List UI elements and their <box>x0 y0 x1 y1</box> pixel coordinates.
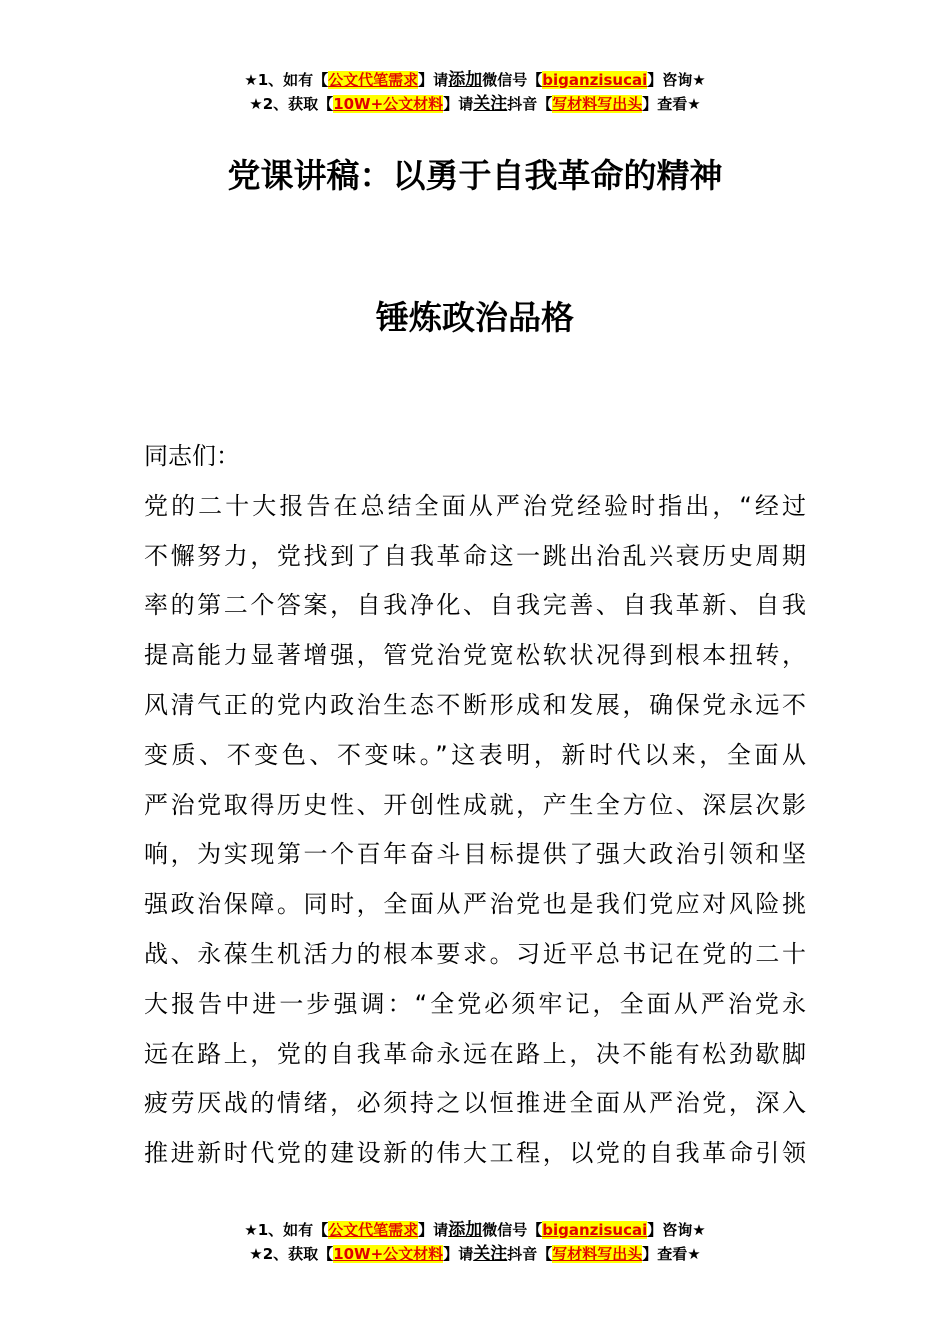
paragraph-line: 严治党取得历史性、开创性成就，产生全方位、深层次影 <box>144 790 806 819</box>
text: 】请 <box>418 1221 449 1239</box>
text: ★1、如有【 <box>244 1221 329 1239</box>
text: ★2、获取【 <box>249 1245 334 1263</box>
wechat-id: biganzisucai <box>542 1221 648 1239</box>
salutation: 同志们： <box>144 442 240 470</box>
text: ★1、如有【 <box>244 71 329 89</box>
highlight-text: 10W+公文材料 <box>333 95 444 113</box>
underlined-text: 添加 <box>448 70 483 90</box>
text: 抖音【 <box>507 95 553 113</box>
paragraph-line: 战、永葆生机活力的根本要求。习近平总书记在党的二十 <box>144 939 806 968</box>
wechat-id: biganzisucai <box>542 71 648 89</box>
highlight-text: 公文代笔需求 <box>328 71 419 89</box>
underlined-text: 关注 <box>473 94 508 114</box>
title-line-2: 锤炼政治品格 <box>376 298 574 337</box>
text: 】查看★ <box>642 1245 701 1263</box>
underlined-text: 关注 <box>473 1244 508 1264</box>
underlined-text: 添加 <box>448 1220 483 1240</box>
paragraph-line: 推进新时代党的建设新的伟大工程，以党的自我革命引领 <box>144 1139 806 1168</box>
douyin-id: 写材料写出头 <box>552 1245 643 1263</box>
highlight-text: 公文代笔需求 <box>328 1221 419 1239</box>
body-text <box>144 432 806 1179</box>
douyin-id: 写材料写出头 <box>552 95 643 113</box>
text: 】请 <box>443 1245 474 1263</box>
paragraph-line: 变质、不变色、不变味。”这表明，新时代以来，全面从 <box>144 740 806 769</box>
banner-line-2 <box>0 1242 950 1266</box>
title-line-1: 党课讲稿：以勇于自我革命的精神 <box>227 156 723 195</box>
header-banner <box>0 68 950 116</box>
paragraph-line: 疲劳厌战的情绪，必须持之以恒推进全面从严治党，深入 <box>144 1089 806 1118</box>
footer-banner <box>0 1218 950 1266</box>
text: 】咨询★ <box>647 71 706 89</box>
banner-line-2 <box>0 92 950 116</box>
paragraph-line: 风清气正的党内政治生态不断形成和发展，确保党永远不 <box>144 690 806 719</box>
banner-line-1 <box>0 1218 950 1242</box>
paragraph-line: 不懈努力，党找到了自我革命这一跳出治乱兴衰历史周期 <box>144 541 806 570</box>
text: 】请 <box>418 71 449 89</box>
paragraph-line: 率的第二个答案，自我净化、自我完善、自我革新、自我 <box>144 591 806 620</box>
paragraph-line: 强政治保障。同时，全面从严治党也是我们党应对风险挑 <box>144 890 806 919</box>
text: 微信号【 <box>482 71 543 89</box>
text: 】咨询★ <box>647 1221 706 1239</box>
text: 微信号【 <box>482 1221 543 1239</box>
paragraph-line: 响，为实现第一个百年奋斗目标提供了强大政治引领和坚 <box>144 840 806 869</box>
paragraph-line: 党的二十大报告在总结全面从严治党经验时指出，“经过 <box>144 491 806 520</box>
paragraph-line: 远在路上，党的自我革命永远在路上，决不能有松劲歇脚 <box>144 1039 806 1068</box>
text: ★2、获取【 <box>249 95 334 113</box>
paragraph-line: 大报告中进一步强调：“全党必须牢记，全面从严治党永 <box>144 989 806 1018</box>
text: 】查看★ <box>642 95 701 113</box>
text: 抖音【 <box>507 1245 553 1263</box>
text: 】请 <box>443 95 474 113</box>
paragraph-line: 提高能力显著增强，管党治党宽松软状况得到根本扭转， <box>144 641 806 670</box>
banner-line-1 <box>0 68 950 92</box>
highlight-text: 10W+公文材料 <box>333 1245 444 1263</box>
